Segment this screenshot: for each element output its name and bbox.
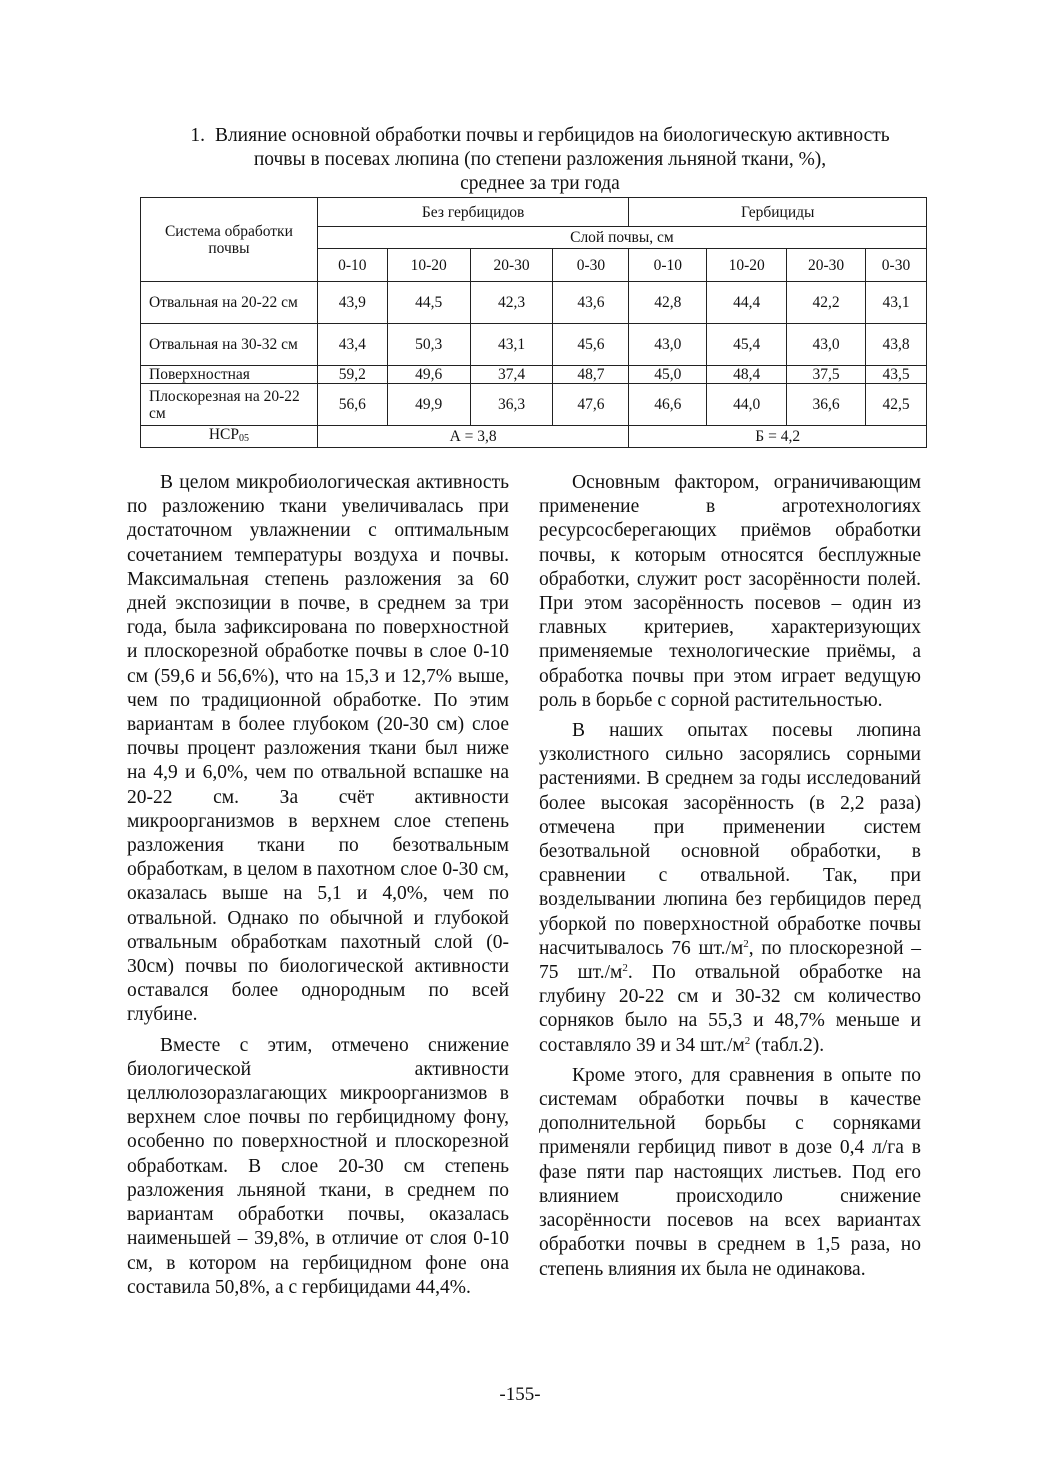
table-cell: 44,0	[707, 384, 787, 426]
table-cell: 45,6	[553, 324, 629, 366]
table-cell: 43,1	[866, 282, 927, 324]
table-cell: 50,3	[387, 324, 470, 366]
table-cell: 43,9	[317, 282, 387, 324]
table-cell: 36,3	[470, 384, 553, 426]
ncp-label: $НСР_{05}$	[141, 426, 318, 448]
table-cell: 44,4	[707, 282, 787, 324]
table-cell: 37,5	[787, 366, 866, 384]
layer-header: 0-30	[866, 249, 927, 282]
paragraph: Кроме этого, для сравнения в опыте по системам обработки почвы в качестве дополнительной борьбы с сорняками применяли гербицид пивот в дозе 0,4 л/га в фазе пяти пар настоящих листьев. Под его влиянием происходило снижение засорённости посевов на всех вариантах обработки почвы в среднем в 1,5 раза, но степень влияния их была не одинакова.	[539, 1064, 921, 1280]
header-system: Система обработки почвы	[141, 198, 318, 282]
table-cell: 37,4	[470, 366, 553, 384]
layer-header: 0-10	[317, 249, 387, 282]
table-cell: 49,9	[387, 384, 470, 426]
table-row	[141, 324, 927, 366]
table-row	[141, 366, 927, 384]
row-system-name: Отвальная на 30-32 см	[141, 324, 318, 366]
caption-line-1: Влияние основной обработки почвы и гербицидов на биологическую активность	[214, 125, 890, 146]
table-cell: 48,7	[553, 366, 629, 384]
data-table	[140, 197, 927, 448]
row-system-name: Плоскорезная на 20-22 см	[141, 384, 318, 426]
table-number: 1.	[190, 125, 205, 146]
paragraph: Вместе с этим, отмечено снижение биологической активности целлюлозоразлагающих микроорганизмов в верхнем слое почвы по гербицидному фону, особенно по поверхностной и плоскорезной обработкам. В слое 20-30 см степень разложения льняной ткани, в среднем по вариантам обработки почвы, оказалась наименьшей – 39,8%, в отличие от слоя 0-10 см, в котором на гербицидном фоне она составила 50,8%, а с гербицидами 44,4%.	[127, 1034, 509, 1298]
table-cell: 46,6	[629, 384, 707, 426]
page-number: -155-	[499, 1384, 541, 1405]
table-cell: 43,0	[787, 324, 866, 366]
table-cell: 47,6	[553, 384, 629, 426]
table-cell: 36,6	[787, 384, 866, 426]
table-cell: 43,5	[866, 366, 927, 384]
row-system-name: Отвальная на 20-22 см	[141, 282, 318, 324]
layer-header: 0-30	[553, 249, 629, 282]
caption-line-2: почвы в посевах люпина (по степени разложения льняной ткани, %),	[253, 149, 827, 170]
table-row-ncp	[141, 426, 927, 448]
layer-header: 10-20	[387, 249, 470, 282]
table-cell: 45,4	[707, 324, 787, 366]
caption-line-3: среднее за три года	[460, 173, 620, 194]
table-cell: 43,8	[866, 324, 927, 366]
table-cell: 42,2	[787, 282, 866, 324]
table-cell: 45,0	[629, 366, 707, 384]
paragraph: Основным фактором, ограничивающим применение в агротехнологиях ресурсосберегающих приёмов обработки почвы, к которым относятся бесплужные обработки, служит рост засорённости полей. При этом засорённость посевов – один из главных критериев, характеризующих применяемые технологические приёмы, а обработка почвы при этом играет ведущую роль в борьбе с сорной растительностью.	[539, 472, 921, 711]
table-cell: 49,6	[387, 366, 470, 384]
table-cell: 43,0	[629, 324, 707, 366]
table-cell: 43,1	[470, 324, 553, 366]
table-cell: 42,8	[629, 282, 707, 324]
paragraph: В наших опытах посевы люпина узколистного сильно засорялись сорными растениями. В среднем за годы исследований более высокая засорённость (в 2,2 раза) отмечена при применении систем безотвальной основной обработки, в сравнении с отвальной. Так, при возделывании люпина без гербицидов перед уборкой по поверхностной обработке почвы насчитывалось 76 $шт./м^2$, по плоскорезной – 75 $шт./м^2$. По отвальной обработке на глубину 20-22 см и 30-32 см количество сорняков было на 55,3 и 48,7% меньше и составляло 39 и 34 $шт./м^2$ (табл.2).	[539, 720, 921, 1056]
row-system-name: Поверхностная	[141, 366, 318, 384]
ncp-factor-a: А = 3,8	[317, 426, 629, 448]
ncp-factor-b: Б = 4,2	[629, 426, 927, 448]
table-cell: 43,4	[317, 324, 387, 366]
left-text-column	[127, 471, 509, 1306]
layer-header: 20-30	[787, 249, 866, 282]
table-cell: 43,6	[553, 282, 629, 324]
table-cell: 59,2	[317, 366, 387, 384]
header-no-herbicides: Без гербицидов	[317, 198, 629, 227]
right-text-column	[539, 471, 921, 1288]
table-row	[141, 384, 927, 426]
layer-header: 0-10	[629, 249, 707, 282]
table-row	[141, 282, 927, 324]
table-caption	[140, 124, 940, 196]
table-cell: 44,5	[387, 282, 470, 324]
table-cell: 42,5	[866, 384, 927, 426]
layer-header: 10-20	[707, 249, 787, 282]
table-cell: 56,6	[317, 384, 387, 426]
header-soil-layer: Слой почвы, см	[317, 227, 926, 249]
layer-header: 20-30	[470, 249, 553, 282]
header-herbicides: Гербициды	[629, 198, 927, 227]
table-cell: 42,3	[470, 282, 553, 324]
table-cell: 48,4	[707, 366, 787, 384]
paragraph: В целом микробиологическая активность по разложению ткани увеличивалась при достаточном увлажнении с оптимальным сочетанием температуры воздуха и почвы. Максимальная степень разложения за 60 дней экспозиции в почве, в среднем за три года, была зафиксирована по поверхностной и плоскорезной обработке почвы в слое 0-10 см (59,6 и 56,6%), что на 15,3 и 12,7% выше, чем по традиционной обработке. По этим вариантам в более глубоком (20-30 см) слое почвы процент разложения ткани был ниже на 4,9 и 6,0%, чем по отвальной вспашке на 20-22 см. За счёт активности микроорганизмов в верхнем слое степень разложения ткани по безотвальным обработкам, в целом в пахотном слое 0-30 см, оказалась выше на 5,1 и 4,0%, чем по отвальной. Однако по обычной и глубокой отвальным обработкам пахотный слой (0-30см) почвы по биологической активности оставался более однородным по всей глубине.	[127, 472, 509, 1026]
